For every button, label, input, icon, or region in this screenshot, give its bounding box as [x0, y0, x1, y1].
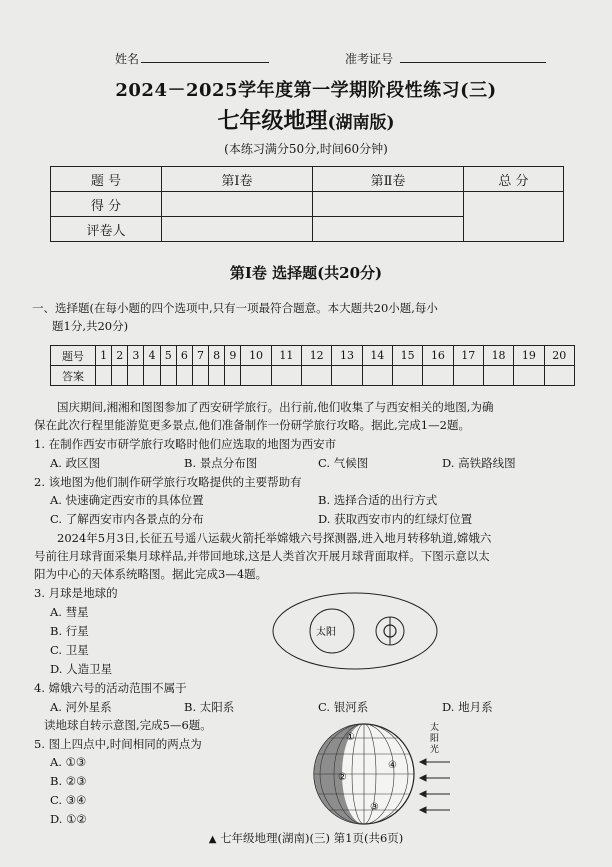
answer-cell-8[interactable]: [209, 366, 225, 386]
id-label: 准考证号: [345, 52, 394, 66]
score-header-part2: 第Ⅱ卷: [313, 167, 464, 192]
answer-cell-2[interactable]: [112, 366, 128, 386]
passage2-line1: 2024年5月3日,长征五号遥八运载火箭托举嫦娥六号探测器,进入地月转移轨道,嫦娥六: [57, 531, 492, 545]
score-header-total: 总 分: [464, 167, 564, 192]
q1-option-d: D. 高铁路线图: [442, 456, 516, 470]
answer-qnum-4: 4: [144, 346, 160, 366]
passage1-line2: 保在此次行程里能游览更多景点,他们准备制作一份研学旅行攻略。据此,完成1—2题。: [34, 418, 470, 432]
answer-cell-10[interactable]: [241, 366, 271, 386]
answer-qnum-3: 3: [128, 346, 144, 366]
q5-option-c: C. ③④: [50, 793, 87, 807]
answer-qnum-5: 5: [160, 346, 176, 366]
q1-option-c: C. 气候图: [318, 456, 369, 470]
instructions-line1: 一、选择题(在每小题的四个选项中,只有一项最符合题意。本大题共20小题,每小: [32, 301, 438, 315]
answer-cell-16[interactable]: [423, 366, 453, 386]
sunlight-label-3: 光: [430, 745, 440, 755]
q5-stem: 5. 图上四点中,时间相同的两点为: [34, 737, 202, 751]
answer-qnum-6: 6: [176, 346, 192, 366]
answer-label-answer: 答案: [51, 366, 96, 386]
answer-cell-19[interactable]: [514, 366, 544, 386]
exam-note: (本练习满分50分,时间60分钟): [224, 142, 388, 156]
q1-option-b: B. 景点分布图: [184, 456, 258, 470]
q2-option-b: B. 选择合适的出行方式: [318, 493, 438, 507]
q4-stem: 4. 嫦娥六号的活动范围不属于: [34, 681, 187, 695]
section-title: 第Ⅰ卷 选择题(共20分): [229, 264, 383, 282]
answer-cell-9[interactable]: [225, 366, 241, 386]
page-footer: ▲ 七年级地理(湖南)(三) 第1页(共6页): [208, 831, 404, 845]
answer-qnum-1: 1: [96, 346, 112, 366]
score-row-grader: 评卷人: [51, 217, 162, 242]
q3-option-a: A. 彗星: [50, 605, 89, 619]
instructions-line2: 题1分,共20分): [52, 319, 129, 333]
answer-qnum-20: 20: [544, 346, 574, 366]
q5-option-a: A. ①③: [50, 755, 87, 769]
q5-option-b: B. ②③: [50, 774, 87, 788]
answer-qnum-19: 19: [514, 346, 544, 366]
q1-stem: 1. 在制作西安市研学旅行攻略时他们应选取的地图为西安市: [34, 437, 337, 451]
answer-cell-20[interactable]: [544, 366, 574, 386]
score-cell: [162, 217, 313, 242]
q2-option-d: D. 获取西安市内的红绿灯位置: [318, 512, 473, 526]
answer-cell-5[interactable]: [160, 366, 176, 386]
answer-qnum-12: 12: [302, 346, 332, 366]
answer-qnum-11: 11: [271, 346, 301, 366]
q2-option-c: C. 了解西安市内各景点的分布: [50, 512, 204, 526]
exam-title: 2024－2025学年度第一学期阶段性练习(三): [115, 80, 497, 101]
q2-option-a: A. 快速确定西安市的具体位置: [50, 493, 204, 507]
answer-qnum-15: 15: [392, 346, 422, 366]
point-2-label: ②: [338, 772, 347, 783]
score-cell-total: [464, 192, 564, 242]
answer-cell-15[interactable]: [392, 366, 422, 386]
q3-option-d: D. 人造卫星: [50, 662, 113, 676]
passage2-line3: 阳为中心的天体系统略图。据此完成3—4题。: [34, 567, 268, 581]
q3-option-c: C. 卫星: [50, 643, 89, 657]
answer-cell-13[interactable]: [332, 366, 362, 386]
score-cell: [313, 217, 464, 242]
answer-qnum-18: 18: [483, 346, 513, 366]
answer-qnum-10: 10: [241, 346, 271, 366]
answer-cell-11[interactable]: [271, 366, 301, 386]
answer-cell-6[interactable]: [176, 366, 192, 386]
footer-triangle-icon: ▲: [208, 834, 217, 845]
sun-label: 太阳: [316, 627, 336, 638]
score-row-score: 得 分: [51, 192, 162, 217]
name-underline: [141, 62, 269, 63]
point-3-label: ③: [370, 802, 379, 813]
answer-cell-4[interactable]: [144, 366, 160, 386]
answer-qnum-2: 2: [112, 346, 128, 366]
answer-cell-3[interactable]: [128, 366, 144, 386]
answer-cell-14[interactable]: [362, 366, 392, 386]
q1-option-a: A. 政区图: [50, 456, 101, 470]
answer-qnum-9: 9: [225, 346, 241, 366]
score-cell: [313, 192, 464, 217]
q4-option-a: A. 河外星系: [50, 700, 112, 714]
sunlight-label-2: 阳: [430, 734, 440, 744]
point-1-label: ①: [346, 732, 355, 743]
q5-option-d: D. ①②: [50, 812, 87, 826]
q3-option-b: B. 行星: [50, 624, 89, 638]
q2-stem: 2. 该地图为他们制作研学旅行攻略提供的主要帮助有: [34, 475, 302, 489]
answer-qnum-17: 17: [453, 346, 483, 366]
answer-cell-1[interactable]: [96, 366, 112, 386]
solar-system-diagram: [270, 590, 440, 672]
passage2-line2: 号前往月球背面采集月球样品,并带回地球,这是人类首次开展月球背面取样。下图示意以太: [34, 549, 490, 563]
sunlight-arrows: [420, 759, 450, 813]
name-label: 姓名: [115, 52, 140, 66]
answer-table: [50, 345, 575, 386]
score-cell: [162, 192, 313, 217]
q3-stem: 3. 月球是地球的: [34, 586, 118, 600]
passage3: 读地球自转示意图,完成5—6题。: [44, 718, 212, 732]
score-header-part1: 第Ⅰ卷: [162, 167, 313, 192]
subject-title: 七年级地理(湖南版): [217, 108, 395, 134]
sunlight-label-1: 太: [430, 723, 440, 733]
answer-qnum-14: 14: [362, 346, 392, 366]
answer-qnum-16: 16: [423, 346, 453, 366]
q4-option-d: D. 地月系: [442, 700, 493, 714]
earth-rotation-diagram: [308, 718, 458, 826]
q4-option-c: C. 银河系: [318, 700, 369, 714]
point-4-label: ④: [388, 760, 397, 771]
answer-qnum-8: 8: [209, 346, 225, 366]
earth-orbit: [273, 593, 437, 669]
answer-qnum-13: 13: [332, 346, 362, 366]
answer-label-qnum: 题号: [51, 346, 96, 366]
passage1-line1: 国庆期间,湘湘和图图参加了西安研学旅行。出行前,他们收集了与西安相关的地图,为确: [57, 400, 494, 414]
answer-cell-12[interactable]: [302, 366, 332, 386]
score-table: [50, 166, 564, 242]
answer-cell-17[interactable]: [453, 366, 483, 386]
id-underline: [400, 62, 546, 63]
score-header-qnum: 题 号: [51, 167, 162, 192]
answer-cell-18[interactable]: [483, 366, 513, 386]
answer-qnum-7: 7: [192, 346, 208, 366]
q4-option-b: B. 太阳系: [184, 700, 235, 714]
answer-cell-7[interactable]: [192, 366, 208, 386]
